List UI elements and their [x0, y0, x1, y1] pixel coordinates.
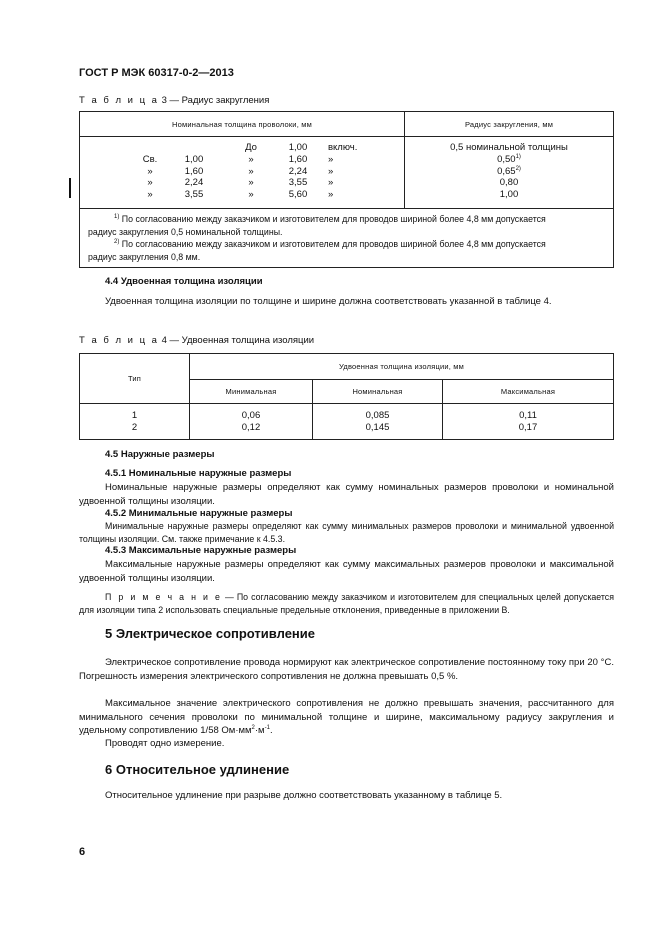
table4-row2-min: 0,12 [241, 421, 261, 433]
table4-max-cell [443, 404, 614, 440]
footnote2-line2: радиус закругления 0,8 мм. [88, 251, 201, 262]
table3-row3-radius [405, 166, 613, 177]
section-4-5-note [79, 591, 614, 616]
section-4-5-title: 4.5 Наружные размеры [105, 449, 215, 460]
table3-col1-header: Номинальная толщина проволоки, мм [80, 112, 405, 137]
table3-caption-title: 3 — Радиус закругления [161, 95, 270, 106]
table3-row2-footnote-ref: 1) [515, 153, 521, 160]
table4-nom-cell [313, 404, 443, 440]
section-4-5-2-title: 4.5.2 Минимальные наружные размеры [105, 508, 293, 519]
table3-col2-header: Радиус закругления, мм [405, 112, 614, 137]
table3-thickness-cell [80, 137, 405, 209]
table3-row5-col-b: 3,55 [184, 189, 204, 201]
document-id: ГОСТ Р МЭК 60317-0-2—2013 [79, 67, 234, 79]
table3-row2-radius-value: 0,50 [497, 153, 516, 165]
unit-sup-2: 2 [251, 725, 255, 731]
table3-row3-col-a: » [147, 165, 153, 177]
table4-row2-nom: 0,145 [365, 421, 390, 433]
section-5-title: 5 Электрическое сопротивление [105, 626, 315, 641]
change-bar [69, 178, 71, 198]
table3-row2-col-e: » [328, 153, 334, 165]
table3-row3-footnote-ref: 2) [515, 165, 521, 172]
table3-row5-col-e: » [328, 189, 334, 201]
section-4-5-1-title: 4.5.1 Номинальные наружные размеры [105, 468, 292, 479]
section-4-5-2-text: Минимальные наружные размеры определяют как сумму минимальных размеров проволоки и минимальной удвоенной толщины изоляции. См. также примечание к 4.5.3. [79, 521, 614, 544]
table3-row4-radius [405, 177, 613, 188]
table3-row1-radius-value: 0,5 номинальной толщины [450, 142, 568, 153]
table3-row5-col-c: » [248, 189, 254, 201]
table3-row2-col-b: 1,00 [184, 153, 204, 165]
table4-row1-nom: 0,085 [365, 409, 390, 421]
note-label: П р и м е ч а н и е [105, 592, 222, 602]
footnote1-line2: радиус закругления 0,5 номинальной толщины. [88, 226, 283, 237]
table4-min-header: Минимальная [190, 380, 313, 404]
table3-row4-col-a: » [147, 177, 153, 189]
table3-caption [79, 95, 269, 106]
table4 [79, 353, 614, 440]
table4-nom-header: Номинальная [313, 380, 443, 404]
table4-group-header: Удвоенная толщина изоляции, мм [190, 354, 614, 380]
section-5-p2-text: Максимальное значение электрического сопротивления не должно превышать значения, рассчитанного для минимального сечения проволоки по минимальной толщине и ширине, максимальному радиусу закругления и удельному сопротивлению 1/58 Ом·мм [79, 698, 614, 736]
footnote2-mark: 2) [114, 239, 120, 245]
table3 [79, 111, 614, 268]
table3-row4-col-c: » [248, 177, 254, 189]
table3-row3-col-b: 1,60 [184, 165, 204, 177]
footnote1-mark: 1) [114, 214, 120, 220]
table3-row4-col-b: 2,24 [184, 177, 204, 189]
section-4-4-text: Удвоенная толщина изоляции по толщине и ширине должна соответствовать указанной в таблице 4. [105, 296, 552, 307]
section-5-p3: Проводят одно измерение. [105, 738, 225, 749]
section-5-p2 [79, 697, 614, 738]
table3-row4-col-d: 3,55 [288, 177, 308, 189]
table3-footnotes [80, 209, 614, 268]
table3-row4-radius-value: 0,80 [499, 177, 519, 189]
table3-row2-col-d: 1,60 [288, 153, 308, 165]
table4-caption-prefix: Т а б л и ц а [79, 335, 159, 346]
section-4-4-title: 4.4 Удвоенная толщина изоляции [105, 276, 263, 287]
table3-row5-col-a: » [147, 189, 153, 201]
table3-row5-radius-value: 1,00 [499, 189, 519, 201]
unit-sup-minus1: -1 [264, 725, 270, 731]
table4-row1-type: 1 [131, 409, 138, 421]
table3-row2-col-a: Св. [142, 153, 158, 165]
table4-max-header: Максимальная [443, 380, 614, 404]
table3-row4-col-e: » [328, 177, 334, 189]
section-4-5-3-title: 4.5.3 Максимальные наружные размеры [105, 545, 297, 556]
table3-row1-radius [405, 142, 613, 153]
footnote2-line1: По согласованию между заказчиком и изготовителем для проводов шириной более 4,8 мм допускается [121, 239, 546, 249]
section-4-5-1-text: Номинальные наружные размеры определяют как сумму номинальных размеров проволоки и номинальной удвоенной толщины изоляции. [79, 482, 614, 507]
table3-row2-col-c: » [248, 153, 254, 165]
table3-row5-radius [405, 189, 613, 200]
table4-row1-min: 0,06 [241, 409, 261, 421]
table3-row1-col-d: 1,00 [288, 142, 308, 153]
table3-row3-col-c: » [248, 165, 254, 177]
table3-row3-col-d: 2,24 [288, 165, 308, 177]
section-4-5-3-text: Максимальные наружные размеры определяют как сумму максимальных размеров проволоки и максимальной удвоенной толщины изоляции. [79, 559, 614, 584]
section-5-p1: Электрическое сопротивление провода нормируют как электрическое сопротивление постоянному току при 20 °С. Погрешность измерения электрического сопротивления не должна превышать 0,5 %. [79, 657, 614, 682]
table3-row1-col-c: До [245, 142, 257, 153]
table4-row2-type: 2 [131, 421, 138, 433]
table3-row3-col-e: » [328, 165, 334, 177]
footnote1-line1: По согласованию между заказчиком и изготовителем для проводов шириной более 4,8 мм допускается [121, 214, 546, 224]
table4-caption-title: 4 — Удвоенная толщина изоляции [161, 335, 315, 346]
table4-type-cell [80, 404, 190, 440]
section-5-p2-end: . [269, 725, 273, 736]
table3-row1-col-e: включ. [328, 142, 358, 153]
unit-m: ·м [254, 725, 265, 736]
note-text: — По согласованию между заказчиком и изготовителем для специальных целей допускается для изоляции типа 2 использовать специальные предельные отклонения, приведенные в приложении В. [79, 592, 614, 615]
table3-radius-cell [405, 137, 614, 209]
page-number: 6 [79, 846, 86, 858]
table4-row2-max: 0,17 [518, 421, 538, 433]
table4-row1-max: 0,11 [519, 409, 537, 421]
table3-row2-radius [405, 154, 613, 165]
table3-row3-radius-value: 0,65 [497, 165, 516, 177]
table3-row5-col-d: 5,60 [288, 189, 308, 201]
table4-caption [79, 335, 314, 346]
section-6-p1: Относительное удлинение при разрыве должно соответствовать указанному в таблице 5. [105, 790, 503, 801]
table4-min-cell [190, 404, 313, 440]
section-6-title: 6 Относительное удлинение [105, 762, 290, 777]
table4-type-header: Тип [80, 354, 190, 404]
table3-caption-prefix: Т а б л и ц а [79, 95, 159, 106]
